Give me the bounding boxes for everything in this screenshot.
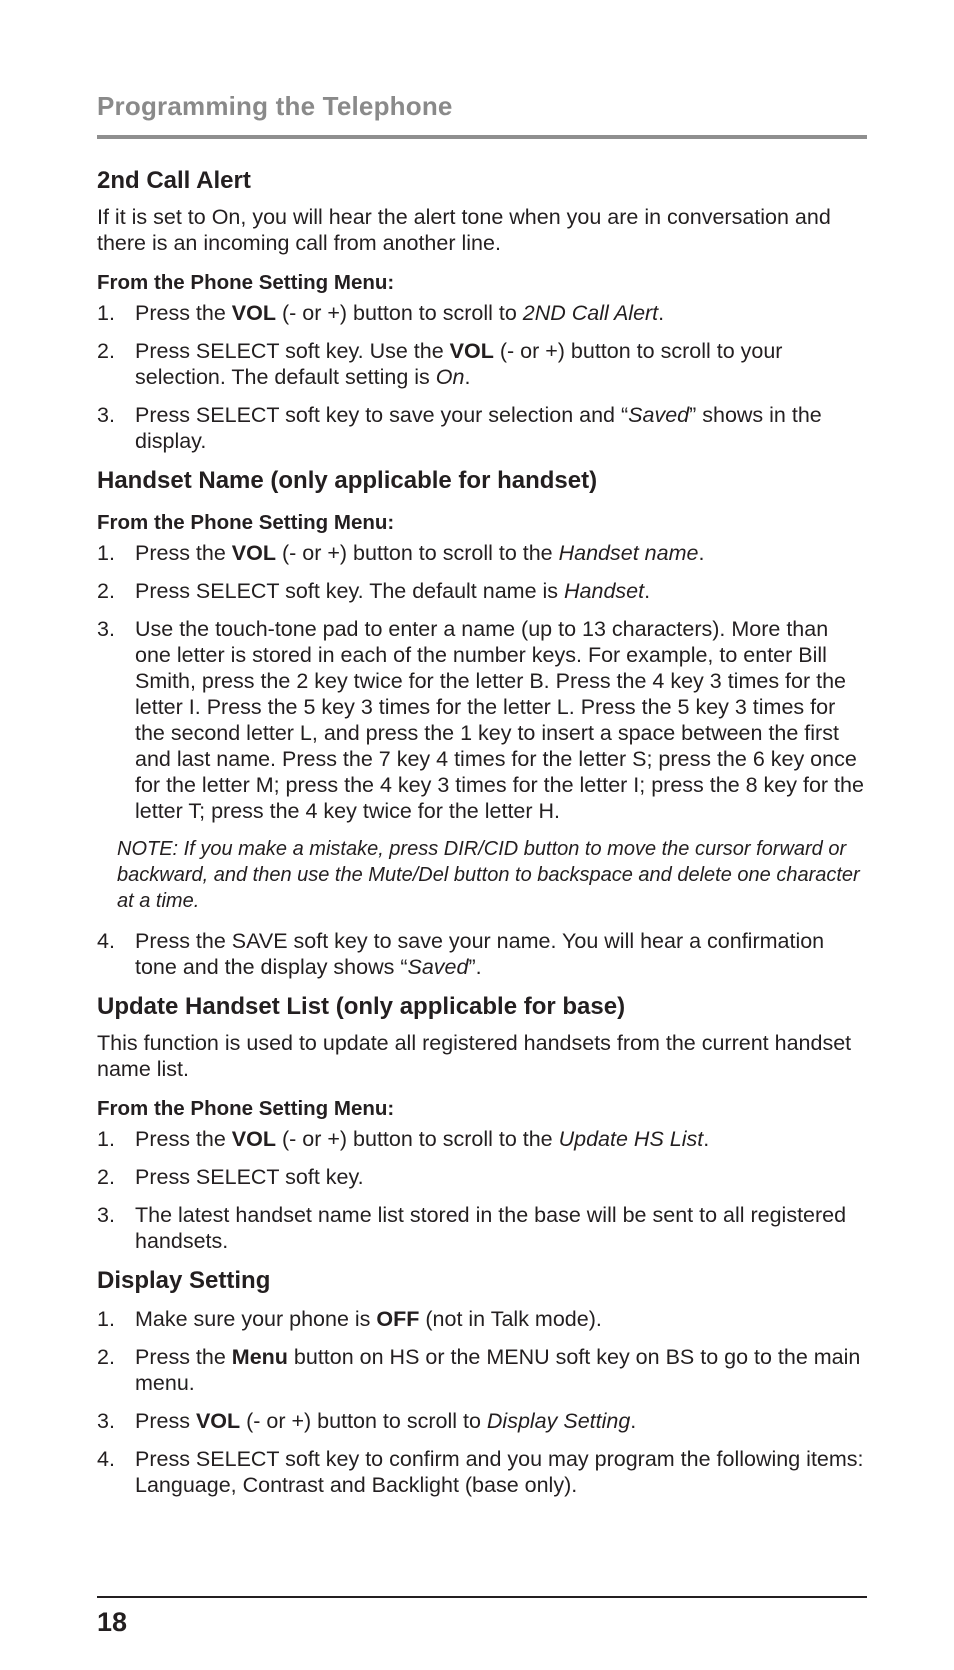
step-text-run: Use the touch-tone pad to enter a name (up to 13 characters). More than one letter is stored in each of the number keys. For example, to enter Bill Smith, press the 2 key twice for the letter B. Press the 4 key 3 times for the letter I. Press the 5 key 3 times for the letter L. Press the 5 key 3 times for the second letter L, and press the 1 key to insert a space between the first and last name. Press the 7 key 4 times for the letter S; press the 6 key once for the letter M; press the 4 key 3 times for the letter I; press the 8 key for the letter T; press the 4 key twice for the letter H. xyxy=(135,617,864,823)
step-item xyxy=(97,1446,867,1498)
step-number: 3. xyxy=(97,403,115,427)
step-text-run: . xyxy=(703,1127,710,1151)
footer-divider xyxy=(97,1596,867,1598)
page-content xyxy=(97,166,867,1510)
step-item xyxy=(97,1306,867,1332)
step-item xyxy=(97,1202,867,1254)
step-text-run: Press SELECT soft key. Use the xyxy=(135,339,450,363)
button-name: VOL xyxy=(231,1127,276,1151)
step-text xyxy=(135,1165,364,1189)
step-item xyxy=(97,338,867,390)
step-number: 2. xyxy=(97,339,115,363)
step-text-run: . xyxy=(698,541,705,565)
step-number: 3. xyxy=(97,617,115,641)
step-list xyxy=(97,928,867,980)
step-text xyxy=(135,929,824,979)
step-text-run: The latest handset name list stored in the base will be sent to all registered handsets. xyxy=(135,1203,847,1253)
section-heading: 2nd Call Alert xyxy=(97,167,251,194)
step-text-run: (- or +) button to scroll to the xyxy=(276,541,559,565)
step-text-run: . xyxy=(630,1409,637,1433)
section-heading: Display Setting xyxy=(97,1267,271,1294)
step-text-run: Press SELECT soft key. xyxy=(135,1165,364,1189)
step-text-run: ” shows in the display. xyxy=(135,403,822,453)
step-list xyxy=(97,1306,867,1498)
menu-item-name: 2ND Call Alert xyxy=(522,301,659,325)
step-number: 1. xyxy=(97,301,115,325)
section xyxy=(97,466,867,980)
step-text-run: ”. xyxy=(468,955,482,979)
step-text-run: (- or +) button to scroll to xyxy=(240,1409,487,1433)
step-number: 2. xyxy=(97,1165,115,1189)
step-text-run: (- or +) button to scroll to the xyxy=(276,1127,559,1151)
step-item xyxy=(97,1344,867,1396)
button-name: VOL xyxy=(195,1409,241,1433)
step-item xyxy=(97,1408,867,1434)
step-text xyxy=(135,1345,860,1395)
menu-item-name: Saved xyxy=(628,403,690,427)
step-number: 4. xyxy=(97,1447,115,1471)
section-intro: If it is set to On, you will hear the alert tone when you are in conversation and there is an incoming call from another line. xyxy=(97,205,831,255)
button-name: Menu xyxy=(231,1345,288,1369)
menu-item-name: Update HS List xyxy=(558,1127,704,1151)
step-text-run: Press SELECT soft key to confirm and you may program the following items: Language, Contrast and Backlight (base only). xyxy=(135,1447,864,1497)
step-number: 4. xyxy=(97,929,115,953)
section xyxy=(97,166,867,454)
step-text xyxy=(135,617,864,823)
step-number: 1. xyxy=(97,1307,115,1331)
button-name: VOL xyxy=(231,301,276,325)
step-number: 3. xyxy=(97,1409,115,1433)
step-text-run: Press the SAVE soft key to save your name. You will hear a confirmation tone and the display shows “ xyxy=(135,929,825,979)
step-item xyxy=(97,928,867,980)
section-heading: Handset Name (only applicable for handset) xyxy=(97,467,598,494)
step-number: 1. xyxy=(97,541,115,565)
step-text xyxy=(135,1409,636,1433)
menu-item-name: Handset xyxy=(564,579,645,603)
step-text xyxy=(135,541,704,565)
section-intro: This function is used to update all registered handsets from the current handset name list. xyxy=(97,1031,852,1081)
step-text xyxy=(135,339,782,389)
step-text-run: Make sure your phone is xyxy=(135,1307,377,1331)
step-text-run: Press the xyxy=(135,541,232,565)
page-number: 18 xyxy=(97,1607,128,1637)
step-text-run: Press SELECT soft key. The default name is xyxy=(135,579,565,603)
menu-item-name: Saved xyxy=(407,955,469,979)
step-text xyxy=(135,1447,864,1497)
menu-item-name: Handset name xyxy=(558,541,699,565)
step-text xyxy=(135,1307,602,1331)
page-header-title: Programming the Telephone xyxy=(97,91,453,121)
step-item xyxy=(97,540,867,566)
step-number: 1. xyxy=(97,1127,115,1151)
step-list xyxy=(97,300,867,454)
menu-subheading: From the Phone Setting Menu: xyxy=(97,1097,395,1120)
step-list xyxy=(97,1126,867,1254)
step-text-run: Press xyxy=(135,1409,196,1433)
button-name: OFF xyxy=(376,1307,420,1331)
step-text xyxy=(135,301,664,325)
step-number: 3. xyxy=(97,1203,115,1227)
step-text-run: button on HS or the MENU soft key on BS to go to the main menu. xyxy=(135,1345,861,1395)
step-text xyxy=(135,579,650,603)
step-text-run: Press the xyxy=(135,1345,232,1369)
step-item xyxy=(97,402,867,454)
step-text xyxy=(135,1127,709,1151)
step-text-run: Press SELECT soft key to save your selection and “ xyxy=(135,403,629,427)
header-divider xyxy=(97,135,867,139)
step-text-run: (- or +) button to scroll to your selection. The default setting is xyxy=(135,339,783,389)
step-item xyxy=(97,300,867,326)
step-item xyxy=(97,1164,867,1190)
step-text-run: (- or +) button to scroll to xyxy=(276,301,523,325)
menu-subheading: From the Phone Setting Menu: xyxy=(97,271,395,294)
section-heading: Update Handset List (only applicable for base) xyxy=(97,993,626,1020)
step-item xyxy=(97,616,867,824)
menu-item-name: Display Setting xyxy=(486,1409,631,1433)
note: NOTE: If you make a mistake, press DIR/CID button to move the cursor forward or backward, and then use the Mute/Del button to backspace and delete one character at a time. xyxy=(117,838,860,912)
step-list xyxy=(97,540,867,824)
step-text xyxy=(135,403,822,453)
step-text-run: . xyxy=(658,301,665,325)
step-text-run: Press the xyxy=(135,1127,232,1151)
step-number: 2. xyxy=(97,579,115,603)
step-number: 2. xyxy=(97,1345,115,1369)
menu-subheading: From the Phone Setting Menu: xyxy=(97,511,395,534)
step-text-run: . xyxy=(464,365,471,389)
step-text-run: Press the xyxy=(135,301,232,325)
menu-item-name: On xyxy=(435,365,465,389)
step-text xyxy=(135,1203,846,1253)
button-name: VOL xyxy=(231,541,276,565)
step-text-run: . xyxy=(644,579,651,603)
section xyxy=(97,1266,867,1498)
step-item xyxy=(97,1126,867,1152)
step-item xyxy=(97,578,867,604)
section xyxy=(97,992,867,1254)
step-text-run: (not in Talk mode). xyxy=(419,1307,602,1331)
button-name: VOL xyxy=(449,339,494,363)
